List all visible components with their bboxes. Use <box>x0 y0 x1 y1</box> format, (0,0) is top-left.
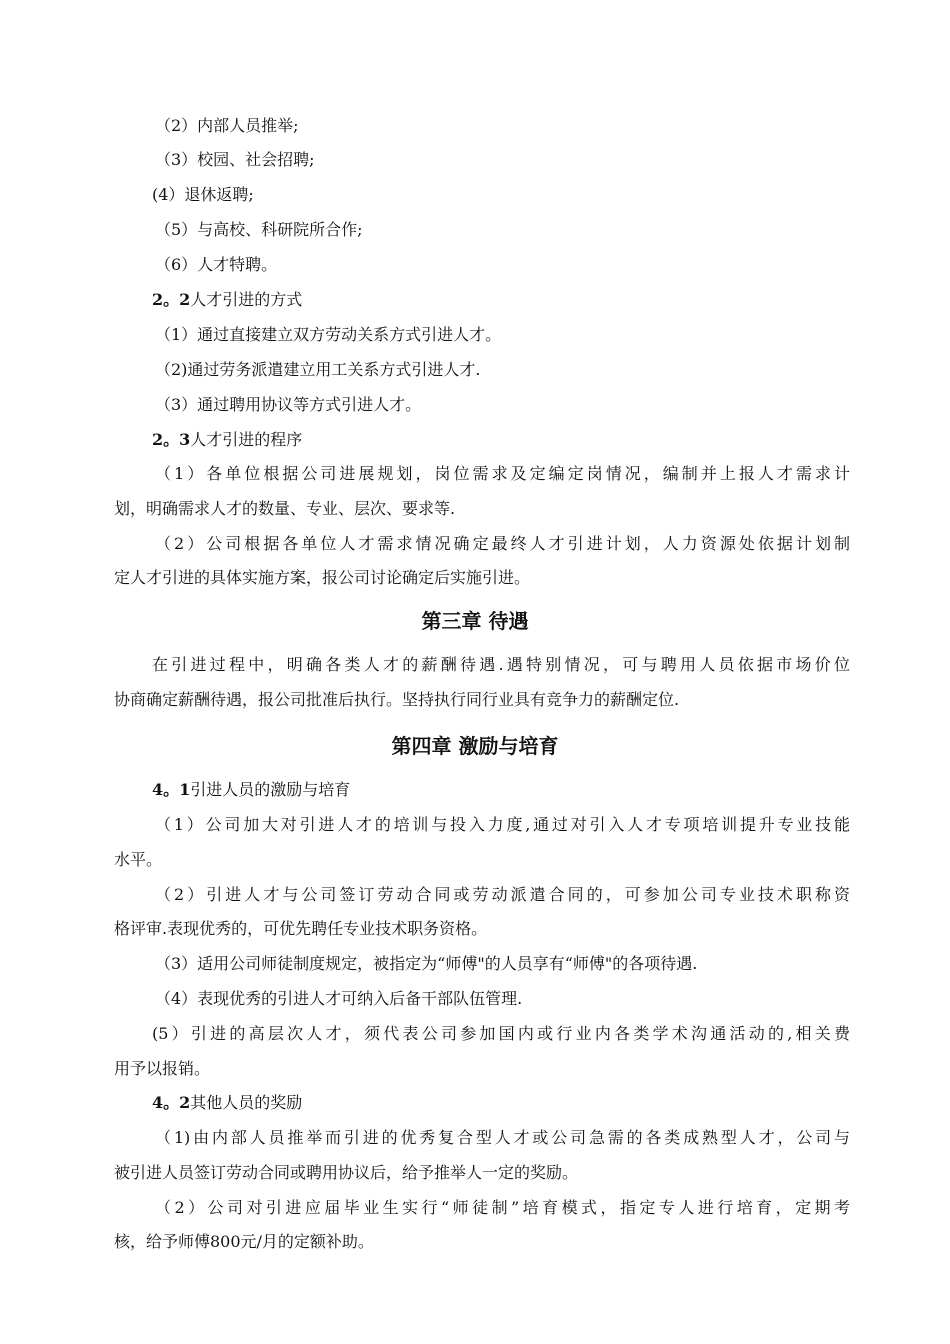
section-title: 人才引进的程序 <box>190 430 303 449</box>
section-title: 人才引进的方式 <box>190 290 303 309</box>
list-item: （3）校园、社会招聘; <box>155 150 315 169</box>
paragraph-line: 水平。 <box>114 850 163 869</box>
paragraph-line: （3）适用公司师徒制度规定，被指定为“师傅"的人员享有“师傅"的各项待遇. <box>155 954 698 973</box>
section-number: 2。3 <box>152 430 191 449</box>
section-heading-4-2 <box>152 1092 752 1114</box>
section-title: 其他人员的奖励 <box>190 1093 303 1112</box>
chapter-title: 第四章 激励与培育 <box>391 734 559 758</box>
paragraph-line: （4）表现优秀的引进人才可纳入后备干部队伍管理. <box>155 989 523 1008</box>
paragraph-line: （2）引进人才与公司签订劳动合同或劳动派遣合同的，可参加公司专业技术职称资 <box>155 885 850 904</box>
list-item: （5）与高校、科研院所合作; <box>155 220 363 239</box>
paragraph-line: 用予以报销。 <box>114 1059 211 1078</box>
paragraph-line: （1)由内部人员推举而引进的优秀复合型人才或公司急需的各类成熟型人才，公司与 <box>155 1128 850 1147</box>
list-item: （1）通过直接建立双方劳动关系方式引进人才。 <box>155 325 502 344</box>
list-item: （2）内部人员推举; <box>155 116 299 135</box>
paragraph-line: 格评审.表现优秀的，可优先聘任专业技术职务资格。 <box>114 919 488 938</box>
list-item: （2)通过劳务派遣建立用工关系方式引进人才. <box>155 360 481 379</box>
section-heading-2-3 <box>152 429 752 451</box>
section-title: 引进人员的激励与培育 <box>190 780 351 799</box>
paragraph-line: 划，明确需求人才的数量、专业、层次、要求等. <box>114 499 456 518</box>
chapter-title: 第三章 待遇 <box>421 609 529 633</box>
paragraph-line: （1）公司加大对引进人才的培训与投入力度,通过对引入人才专项培训提升专业技能 <box>155 815 850 834</box>
paragraph-line: （1）各单位根据公司进展规划，岗位需求及定编定岗情况，编制并上报人才需求计 <box>155 464 850 483</box>
section-number: 4。2 <box>152 1093 191 1112</box>
list-item: （3）通过聘用协议等方式引进人才。 <box>155 395 422 414</box>
paragraph-line: （2）公司对引进应届毕业生实行“师徒制”培育模式，指定专人进行培育，定期考 <box>155 1198 850 1217</box>
paragraph-line: 协商确定薪酬待遇，报公司批准后执行。坚持执行同行业具有竞争力的薪酬定位. <box>114 690 680 709</box>
paragraph-line: 在引进过程中，明确各类人才的薪酬待遇.遇特别情况，可与聘用人员依据市场价位 <box>152 655 850 674</box>
section-number: 2。2 <box>152 290 191 309</box>
list-item: (4）退休返聘; <box>152 185 254 204</box>
paragraph-line: 核，给予师傅800元/月的定额补助。 <box>114 1232 374 1251</box>
list-item: （6）人才特聘。 <box>155 255 278 274</box>
section-number: 4。1 <box>152 780 191 799</box>
paragraph-line: （2）公司根据各单位人才需求情况确定最终人才引进计划，人力资源处依据计划制 <box>155 534 850 553</box>
paragraph-line: (5）引进的高层次人才，须代表公司参加国内或行业内各类学术沟通活动的,相关费 <box>152 1024 850 1043</box>
paragraph-line: 被引进人员签订劳动合同或聘用协议后，给予推举人一定的奖励。 <box>114 1163 579 1182</box>
section-heading-2-2 <box>152 289 752 311</box>
paragraph-line: 定人才引进的具体实施方案，报公司讨论确定后实施引进。 <box>114 568 531 587</box>
section-heading-4-1 <box>152 779 752 801</box>
